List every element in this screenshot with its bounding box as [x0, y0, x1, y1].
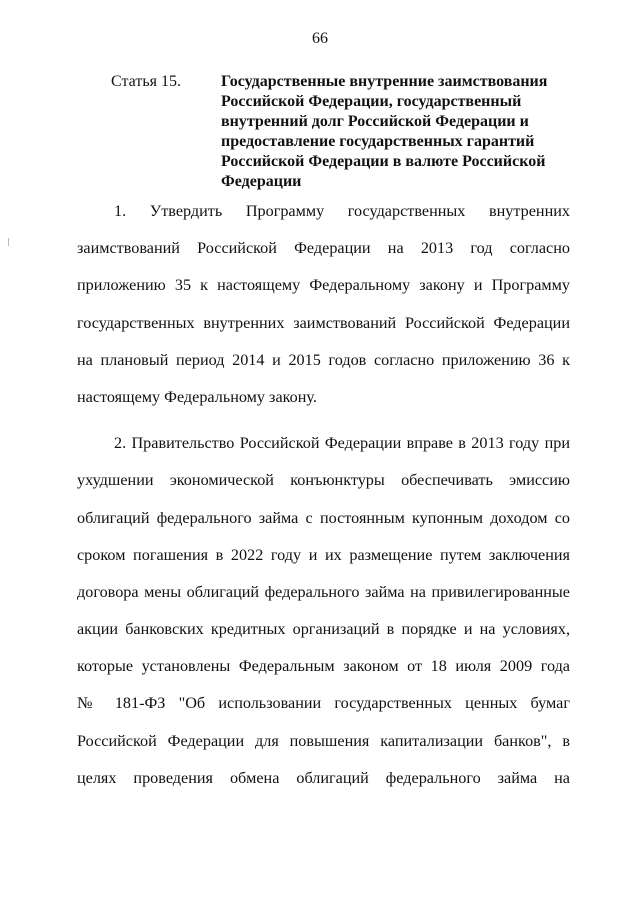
scan-margin-mark [8, 238, 9, 246]
paragraph-line: приложению 35 к настоящему Федеральному закону и Программу [77, 276, 570, 295]
article-heading [111, 72, 571, 192]
paragraph-line: Российской Федерации для повышения капитализации банков", в [77, 731, 570, 750]
paragraph-line: которые установлены Федеральным законом от 18 июля 2009 года [77, 657, 570, 676]
document-body [77, 200, 570, 804]
paragraph-line: договора мены облигаций федерального займа на привилегированные [77, 582, 570, 601]
paragraph-line: облигаций федерального займа с постоянным купонным доходом со [77, 508, 570, 527]
paragraph-1 [77, 200, 570, 423]
paragraph-line: государственных внутренних заимствований Российской Федерации [77, 313, 570, 332]
paragraph-line: заимствований Российской Федерации на 2013 год согласно [77, 239, 570, 258]
paragraph-line: ухудшении экономической конъюнктуры обеспечивать эмиссию [77, 471, 570, 490]
paragraph-line: сроком погашения в 2022 году и их размещение путем заключения [77, 545, 570, 564]
paragraph-2 [77, 432, 570, 804]
article-title-line: Российской Федерации в валюте Российской [221, 153, 546, 170]
paragraph-line: 1. Утвердить Программу государственных внутренних [114, 202, 570, 220]
article-title-line: внутренний долг Российской Федерации и [221, 113, 529, 130]
paragraph-line: целях проведения обмена облигаций федерального займа на [77, 768, 570, 787]
article-title [221, 72, 569, 192]
article-title-line: Федерации [221, 173, 302, 190]
paragraph-spacer [77, 423, 570, 432]
article-label: Статья 15. [111, 73, 181, 90]
article-title-line: Государственные внутренние заимствования [221, 73, 548, 90]
article-title-line: Российской Федерации, государственный [221, 93, 522, 110]
page-number: 66 [312, 30, 328, 47]
paragraph-line: № 181-ФЗ "Об использовании государственных ценных бумаг [77, 694, 570, 713]
paragraph-line: настоящему Федеральному закону. [77, 387, 317, 406]
paragraph-line: акции банковских кредитных организаций в порядке и на условиях, [77, 620, 570, 639]
paragraph-line: 2. Правительство Российской Федерации вправе в 2013 году при [114, 434, 570, 453]
paragraph-line: на плановый период 2014 и 2015 годов согласно приложению 36 к [77, 350, 570, 369]
article-title-line: предоставление государственных гарантий [221, 133, 535, 150]
